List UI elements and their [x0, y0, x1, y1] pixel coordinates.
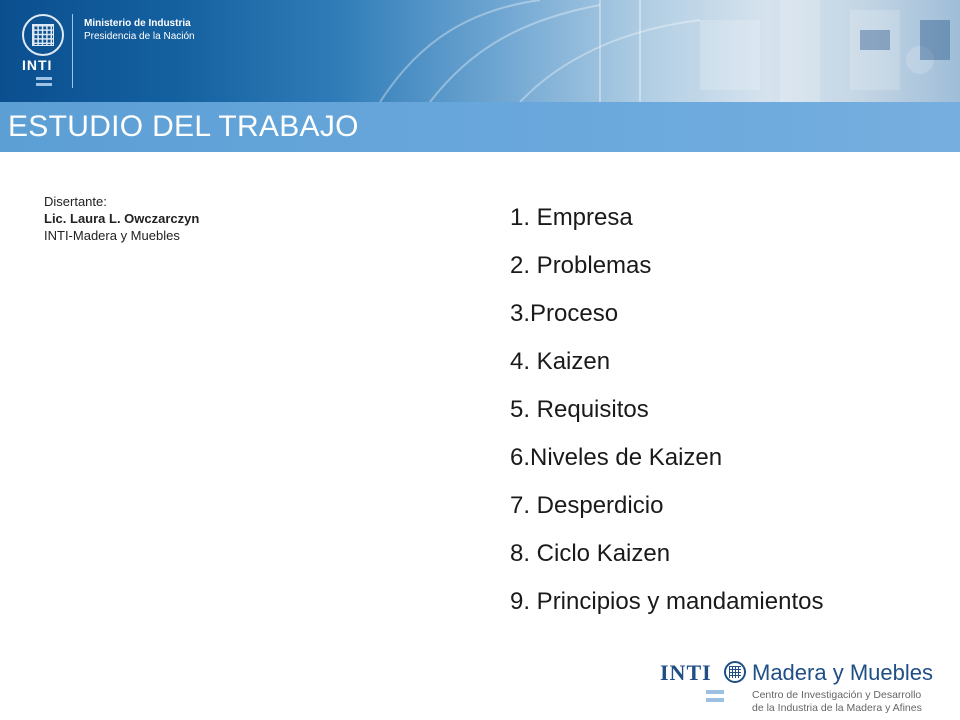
agenda-item: 9. Principios y mandamientos	[510, 588, 824, 615]
ministry-line-1: Ministerio de Industria	[84, 18, 191, 29]
footer-sub-line-2: de la Industria de la Madera y Afines	[752, 702, 922, 714]
slide-title: ESTUDIO DEL TRABAJO	[8, 110, 359, 143]
agenda-item: 2. Problemas	[510, 252, 652, 279]
footer-subtitle	[752, 689, 922, 715]
footer-logo	[660, 658, 960, 720]
speaker-name: Lic. Laura L. Owczarczyn	[44, 211, 200, 226]
inti-emblem-icon	[22, 14, 64, 56]
logo-divider	[72, 14, 73, 88]
agenda-item: 8. Ciclo Kaizen	[510, 540, 671, 567]
inti-logo-text: INTI	[22, 57, 53, 73]
agenda-item: 6.Niveles de Kaizen	[510, 444, 723, 471]
footer-brand: Madera y Muebles	[752, 660, 933, 685]
speaker-info	[44, 193, 199, 244]
speaker-org: INTI-Madera y Muebles	[44, 228, 180, 243]
title-bar	[0, 102, 960, 152]
footer-bars-icon	[706, 690, 724, 706]
footer-inti-text: INTI	[660, 660, 712, 685]
industrial-background-image	[0, 0, 960, 102]
agenda-item: 4. Kaizen	[510, 348, 611, 375]
ministry-label	[84, 17, 195, 43]
agenda-item: 7. Desperdicio	[510, 492, 664, 519]
header-banner	[0, 0, 960, 102]
ministry-line-2: Presidencia de la Nación	[84, 31, 195, 42]
agenda-item: 1. Empresa	[510, 204, 633, 231]
footer-sub-line-1: Centro de Investigación y Desarrollo	[752, 689, 922, 701]
agenda-item: 3.Proceso	[510, 300, 619, 327]
agenda-list	[510, 201, 823, 633]
logo-bars-icon	[36, 77, 52, 89]
footer-emblem-icon	[724, 661, 746, 683]
agenda-item: 5. Requisitos	[510, 396, 649, 423]
speaker-label: Disertante:	[44, 194, 107, 209]
